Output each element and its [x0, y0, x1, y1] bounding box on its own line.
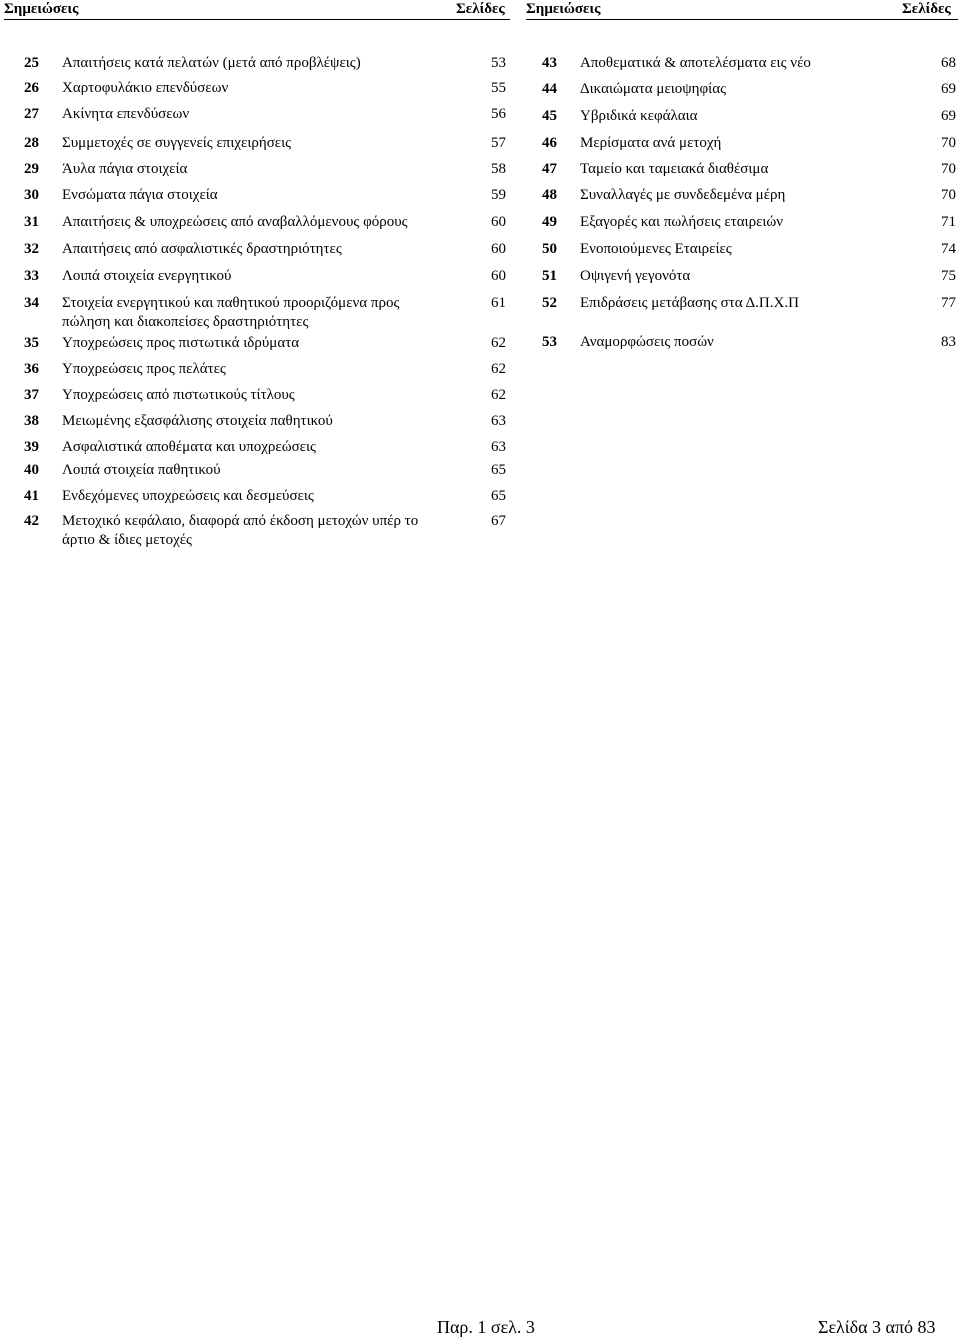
note-number: 37 — [24, 387, 39, 403]
page-number: 60 — [491, 214, 506, 230]
note-title — [62, 213, 408, 232]
note-title-line: Μετοχικό κεφάλαιο, διαφορά από έκδοση μετοχών υπέρ το — [62, 513, 419, 529]
page-number: 70 — [941, 187, 956, 203]
note-title — [580, 54, 811, 73]
note-title-line: Ασφαλιστικά αποθέματα και υποχρεώσεις — [62, 439, 316, 455]
list-item — [542, 107, 956, 127]
note-number: 50 — [542, 241, 557, 257]
list-item — [542, 54, 956, 74]
list-item — [542, 160, 956, 180]
note-number: 53 — [542, 334, 557, 350]
note-number: 33 — [24, 268, 39, 284]
note-title-line: Αναμορφώσεις ποσών — [580, 334, 714, 350]
note-title-line: Λοιπά στοιχεία παθητικού — [62, 462, 221, 478]
page-number: 62 — [491, 387, 506, 403]
note-title — [62, 360, 226, 379]
list-item — [24, 134, 506, 154]
note-title — [62, 134, 291, 153]
note-title-line: Ακίνητα επενδύσεων — [62, 106, 190, 122]
page-number: 62 — [491, 361, 506, 377]
note-title — [62, 461, 221, 480]
note-number: 27 — [24, 106, 39, 122]
note-number: 46 — [542, 135, 557, 151]
page-number: 69 — [941, 108, 956, 124]
list-item — [24, 386, 506, 406]
page-number: 58 — [491, 161, 506, 177]
pages-header-right: Σελίδες — [902, 1, 951, 17]
footer-section: Παρ. 1 σελ. 3 — [437, 1317, 535, 1337]
note-title — [62, 438, 316, 457]
page-number: 70 — [941, 135, 956, 151]
note-number: 48 — [542, 187, 557, 203]
note-number: 32 — [24, 241, 39, 257]
header-rule-right — [526, 19, 958, 20]
list-item — [542, 134, 956, 154]
note-number: 51 — [542, 268, 557, 284]
list-item — [542, 333, 956, 353]
note-title — [580, 186, 785, 205]
note-number: 35 — [24, 335, 39, 351]
note-number: 45 — [542, 108, 557, 124]
note-number: 34 — [24, 295, 39, 311]
note-title-line: Στοιχεία ενεργητικού και παθητικού προοριζόμενα προς — [62, 295, 400, 311]
note-title — [62, 160, 187, 179]
note-title — [62, 105, 189, 124]
note-number: 26 — [24, 80, 39, 96]
list-item — [24, 461, 506, 481]
page-number: 59 — [491, 187, 506, 203]
list-item — [24, 79, 506, 99]
note-number: 41 — [24, 488, 39, 504]
note-title — [62, 267, 231, 286]
page-number: 63 — [491, 413, 506, 429]
note-title — [580, 240, 732, 259]
note-title — [580, 107, 698, 126]
page-number: 75 — [941, 268, 956, 284]
note-number: 29 — [24, 161, 39, 177]
list-item — [542, 186, 956, 206]
note-title-line: Υποχρεώσεις προς πιστωτικά ιδρύματα — [62, 335, 300, 351]
note-number: 30 — [24, 187, 39, 203]
note-title-line: Απαιτήσεις από ασφαλιστικές δραστηριότητες — [62, 241, 342, 257]
list-item — [24, 267, 506, 287]
list-item — [24, 412, 506, 432]
note-number: 36 — [24, 361, 39, 377]
page-number: 67 — [491, 513, 506, 529]
note-title — [62, 79, 228, 98]
list-item — [24, 213, 506, 233]
list-item — [24, 105, 506, 125]
note-title-line: Οψιγενή γεγονότα — [580, 268, 691, 284]
list-item — [542, 267, 956, 287]
note-number: 28 — [24, 135, 39, 151]
page-number: 74 — [941, 241, 956, 257]
note-title-line: Ενσώματα πάγια στοιχεία — [62, 187, 218, 203]
note-number: 43 — [542, 55, 557, 71]
list-item — [542, 213, 956, 233]
note-title-line: Επιδράσεις μετάβασης στα Δ.Π.Χ.Π — [580, 295, 799, 311]
note-title-line: Μειωμένης εξασφάλισης στοιχεία παθητικού — [62, 413, 333, 429]
note-number: 49 — [542, 214, 557, 230]
note-title-line: Άυλα πάγια στοιχεία — [62, 161, 188, 177]
note-title — [62, 334, 299, 353]
note-title — [62, 54, 361, 73]
list-item — [542, 294, 956, 314]
note-title — [62, 512, 418, 550]
notes-header-right: Σημειώσεις — [526, 1, 601, 17]
note-title — [580, 333, 714, 352]
list-item — [24, 334, 506, 354]
note-title-line: Ενοποιούμενες Εταιρείες — [580, 241, 732, 257]
notes-header-left: Σημειώσεις — [4, 1, 79, 17]
list-item — [542, 80, 956, 100]
page-number: 71 — [941, 214, 956, 230]
list-item — [24, 186, 506, 206]
footer-page-count: Σελίδα 3 από 83 — [818, 1317, 936, 1337]
list-item — [24, 294, 506, 334]
note-title — [62, 240, 342, 259]
note-number: 31 — [24, 214, 39, 230]
note-title-line: Ενδεχόμενες υποχρεώσεις και δεσμεύσεις — [62, 488, 314, 504]
note-title — [580, 213, 783, 232]
list-item — [24, 54, 506, 74]
page-number: 63 — [491, 439, 506, 455]
list-item — [542, 240, 956, 260]
note-number: 52 — [542, 295, 557, 311]
note-number: 38 — [24, 413, 39, 429]
page-number: 83 — [941, 334, 956, 350]
note-title — [62, 294, 399, 332]
list-item — [24, 360, 506, 380]
page-number: 65 — [491, 488, 506, 504]
note-title — [62, 412, 333, 431]
note-title-line: Μερίσματα ανά μετοχή — [580, 135, 722, 151]
header-rule-left — [4, 19, 510, 20]
list-item — [24, 438, 506, 458]
note-number: 40 — [24, 462, 39, 478]
page-number: 65 — [491, 462, 506, 478]
page-number: 69 — [941, 81, 956, 97]
page-number: 77 — [941, 295, 956, 311]
note-title-line: Υποχρεώσεις από πιστωτικούς τίτλους — [62, 387, 295, 403]
note-title-line: πώληση και διακοπείσες δραστηριότητες — [62, 314, 309, 330]
page-number: 62 — [491, 335, 506, 351]
note-title-line: Ταμείο και ταμειακά διαθέσιμα — [580, 161, 769, 177]
note-title-line: Συναλλαγές με συνδεδεμένα μέρη — [580, 187, 786, 203]
note-title-line: Συμμετοχές σε συγγενείς επιχειρήσεις — [62, 135, 292, 151]
note-title — [580, 294, 799, 313]
note-number: 42 — [24, 513, 39, 529]
note-title-line: Χαρτοφυλάκιο επενδύσεων — [62, 80, 229, 96]
page-number: 60 — [491, 241, 506, 257]
note-title-line: Απαιτήσεις κατά πελατών (μετά από προβλέψεις) — [62, 55, 361, 71]
page-number: 61 — [491, 295, 506, 311]
note-title — [580, 80, 726, 99]
note-number: 47 — [542, 161, 557, 177]
page-number: 57 — [491, 135, 506, 151]
page-number: 56 — [491, 106, 506, 122]
note-title — [62, 186, 218, 205]
page-number: 70 — [941, 161, 956, 177]
note-number: 25 — [24, 55, 39, 71]
note-title-line: άρτιο & ίδιες μετοχές — [62, 532, 192, 548]
note-title-line: Απαιτήσεις & υποχρεώσεις από αναβαλλόμενους φόρους — [62, 214, 408, 230]
page-number: 55 — [491, 80, 506, 96]
list-item — [24, 240, 506, 260]
note-title-line: Αποθεματικά & αποτελέσματα εις νέο — [580, 55, 811, 71]
pages-header-left: Σελίδες — [456, 1, 505, 17]
note-title-line: Υβριδικά κεφάλαια — [580, 108, 698, 124]
list-item — [24, 160, 506, 180]
note-title — [62, 487, 314, 506]
note-title-line: Υποχρεώσεις προς πελάτες — [62, 361, 226, 377]
note-title — [580, 134, 721, 153]
page-number: 53 — [491, 55, 506, 71]
note-number: 44 — [542, 81, 557, 97]
note-number: 39 — [24, 439, 39, 455]
note-title-line: Δικαιώματα μειοψηφίας — [580, 81, 727, 97]
page-number: 68 — [941, 55, 956, 71]
note-title — [62, 386, 295, 405]
note-title-line: Λοιπά στοιχεία ενεργητικού — [62, 268, 232, 284]
note-title — [580, 160, 768, 179]
list-item — [24, 512, 506, 552]
page-number: 60 — [491, 268, 506, 284]
note-title — [580, 267, 690, 286]
list-item — [24, 487, 506, 507]
note-title-line: Εξαγορές και πωλήσεις εταιρειών — [580, 214, 784, 230]
